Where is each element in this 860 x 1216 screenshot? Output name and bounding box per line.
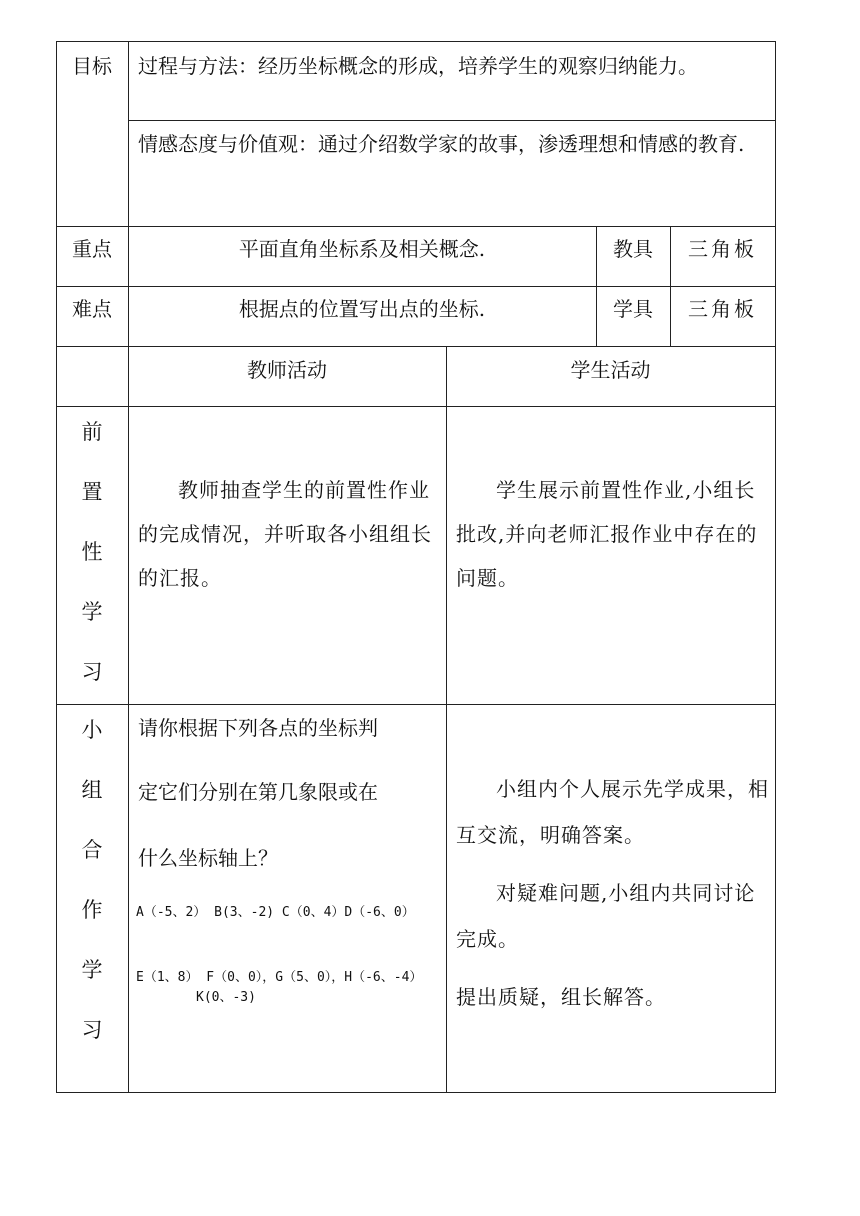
rule [56,704,776,705]
rule [128,120,776,121]
points-text: A（-5、2） B(3、-2) C（0、4）D（-6、0） [136,905,415,920]
label-char: 小 [81,718,103,742]
goals-label: 目标 [72,54,112,78]
points-text: E（1、8） F（0、0），G（5、0），H（-6、-4）K(0、-3) [136,970,423,1005]
group-task-line-1: 请你根据下列各点的坐标判 [138,716,378,740]
label-char: 学 [81,600,103,624]
label-char: 组 [81,778,103,802]
label-char: 前 [81,420,103,444]
label-char: 置 [81,480,103,504]
goal-emotion: 情感态度与价值观：通过介绍数学家的故事，渗透理想和情感的教育. [138,132,745,156]
points-list-1 [136,903,440,923]
label-char: 合 [81,838,103,862]
label-char: 学 [81,958,103,982]
group-task-line-2: 定它们分别在第几象限或在 [138,780,378,804]
group-student-activity-2: 对疑难问题,小组内共同讨论完成。 [456,881,756,951]
preview-student-activity: 学生展示前置性作业,小组长批改,并向老师汇报作业中存在的问题。 [456,478,758,590]
difficulty-label: 难点 [72,297,112,321]
rule [56,406,776,407]
key-point-label: 重点 [72,237,112,261]
group-student-activity-3: 提出质疑，组长解答。 [456,985,666,1009]
label-char: 性 [81,540,103,564]
label-char: 习 [81,1018,103,1042]
key-point-content: 平面直角坐标系及相关概念. [238,237,486,261]
rule [56,41,776,42]
teacher-activity-header: 教师活动 [247,358,327,382]
group-study-label [56,700,128,1060]
rule [446,346,447,1093]
preview-teacher-activity: 教师抽查学生的前置性作业的完成情况，并听取各小组组长的汇报。 [138,478,432,590]
difficulty-content: 根据点的位置写出点的坐标. [238,297,486,321]
label-char: 习 [81,660,103,684]
rule [775,41,776,1093]
student-activity-header: 学生活动 [570,358,651,382]
rule [56,1092,776,1093]
rule [128,41,129,1093]
goal-process: 过程与方法：经历坐标概念的形成，培养学生的观察归纳能力。 [138,54,698,78]
learning-tool: 三角板 [688,297,757,321]
group-student-activity-1: 小组内个人展示先学成果，相互交流，明确答案。 [456,777,769,847]
learning-tool-label: 学具 [613,297,653,321]
points-list-2 [136,968,440,1008]
teaching-tool-label: 教具 [613,237,653,261]
preview-label [56,402,128,702]
teaching-tool: 三角板 [688,237,757,261]
group-task-line-3: 什么坐标轴上？ [138,846,278,870]
label-char: 作 [81,898,103,922]
